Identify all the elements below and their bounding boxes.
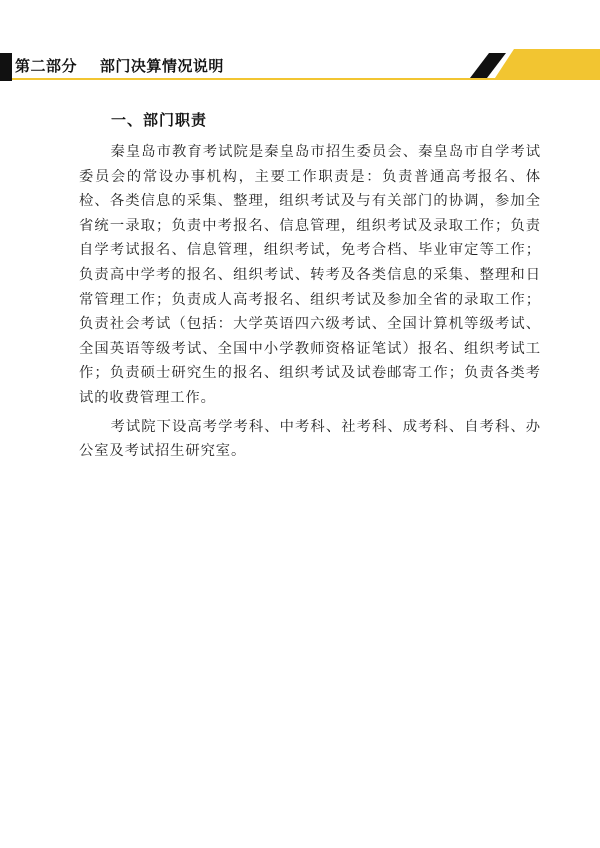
main-content xyxy=(79,108,541,464)
section-header xyxy=(0,45,600,85)
page-section-title: 第二部分 部门决算情况说明 xyxy=(15,57,224,75)
body-paragraph: 考试院下设高考学考科、中考科、社考科、成考科、自考科、办公室及考试招生研究室。 xyxy=(79,418,541,460)
header-marker-bar xyxy=(0,53,12,81)
body-paragraph: 秦皇岛市教育考试院是秦皇岛市招生委员会、秦皇岛市自学考试委员会的常设办事机构，主要工作职责是：负责普通高考报名、体检、各类信息的采集、整理，组织考试及与有关部门的协调，参加全省统一录取；负责中考报名、信息管理，组织考试及录取工作；负责自学考试报名、信息管理，组织考试，免考合档、毕业审定等工作；负责高中学考的报名、组织考试、转考及各类信息的采集、整理和日常管理工作；负责成人高考报名、组织考试及参加全省的录取工作；负责社会考试（包括：大学英语四六级考试、全国计算机等级考试、全国英语等级考试、全国中小学教师资格证笔试）报名、组织考试工作；负责硕士研究生的报名、组织考试及试卷邮寄工作；负责各类考试的收费管理工作。 xyxy=(79,144,541,406)
header-yellow-wedge xyxy=(495,49,600,78)
section-heading: 一、部门职责 xyxy=(111,111,208,129)
